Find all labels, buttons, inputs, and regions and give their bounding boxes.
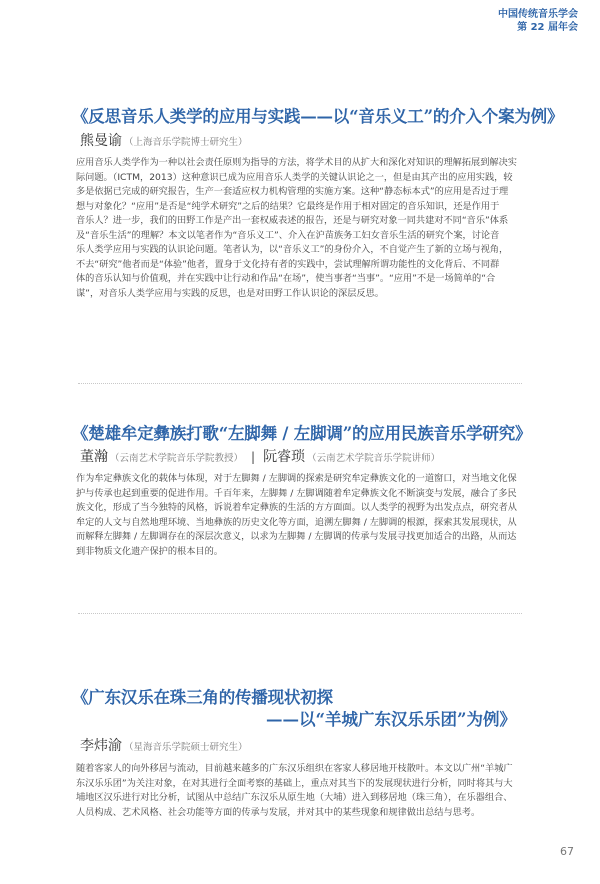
article-2-title: 《楚雄牟定彝族打歌“左脚舞 / 左脚调”的应用民族音乐学研究》 bbox=[72, 424, 532, 443]
author-affiliation: （云南艺术学院音乐学院教授） bbox=[110, 453, 244, 464]
article-1-author bbox=[80, 130, 248, 150]
author-affiliation: （上海音乐学院博士研究生） bbox=[124, 137, 248, 148]
author-name: 熊曼谕 bbox=[80, 133, 122, 149]
abstract-line: 而解释左脚舞 / 左脚调存在的深层次意义，以求为左脚舞 / 左脚调的传承与发展寻找更加适合的出路，从而达 bbox=[76, 531, 517, 542]
author-name: 李炜渝 bbox=[80, 738, 122, 754]
article-2-abstract bbox=[76, 472, 524, 559]
author-name: 阮睿琐 bbox=[263, 449, 306, 465]
conference-name: 中国传统音乐学会 bbox=[498, 9, 578, 20]
abstract-line: 族文化，形成了当今独特的风格，诉说着牟定彝族的生活的方方面面。以人类学的视野为出发点点，研究者从 bbox=[76, 502, 517, 513]
abstract-line: 乐人类学应用与实践的认识论问题。笔者认为，以“音乐义工”的身份介入，不自觉产生了新的立场与视角， bbox=[76, 244, 509, 255]
page-number: 67 bbox=[560, 845, 574, 858]
abstract-line: 体的音乐认知与价值观，并在实践中让行动和作品“在场”，使当事者“当事”。“应用”不是一场简单的“合 bbox=[76, 273, 496, 284]
section-divider bbox=[78, 383, 522, 384]
article-3-author bbox=[80, 735, 248, 755]
abstract-line: 护与传承也起到重要的促进作用。千百年来，左脚舞 / 左脚调随着牟定彝族文化不断演变与发展，融合了多民 bbox=[76, 487, 517, 499]
article-3-title: 《广东汉乐在珠三角的传播现状初探 bbox=[72, 688, 333, 707]
abstract-line: 人员构成、艺术风格、社会功能等方面的传承与发展，并对其中的某些现象和规律做出总结与思考。 bbox=[76, 806, 481, 818]
article-3-subtitle: ——以“羊城广东汉乐乐团”为例》 bbox=[266, 710, 516, 729]
author-separator: | bbox=[251, 450, 256, 464]
abstract-line: 埔地区汉乐进行对比分析，试图从中总结广东汉乐从原生地（大埔）进入到移居地（珠三角），在乐器组合、 bbox=[76, 792, 513, 803]
abstract-line: 想与对象化？“应用”是否是“纯学术研究”之后的结果？它最终是作用于相对固定的音乐知识，还是作用于 bbox=[76, 200, 500, 212]
conference-header bbox=[498, 8, 578, 34]
conference-session: 第 22 届年会 bbox=[517, 22, 578, 33]
abstract-line: 谋”，对音乐人类学应用与实践的反思，也是对田野工作认识论的深层反思。 bbox=[76, 287, 384, 299]
abstract-line: 及“音乐生活”的理解？本文以笔者作为“音乐义工”、介入在沪苗族务工妇女音乐生活的研究个案，讨论音 bbox=[76, 229, 500, 241]
abstract-line: 音乐人？进一步，我们的田野工作是产出一套权威表述的报告，还是与研究对象一同共建对不同“音乐”体系 bbox=[76, 215, 509, 226]
abstract-line: 应用音乐人类学作为一种以社会责任原则为指导的方法，将学术目的从扩大和深化对知识的理解拓展到解决实 bbox=[76, 157, 517, 168]
abstract-line: 随着客家人的向外移居与流动，目前越来越多的广东汉乐组织在客家人移居地开枝散叶。本文以广州“羊城广 bbox=[76, 763, 513, 774]
abstract-line: 作为牟定彝族文化的载体与体现，对于左脚舞 / 左脚调的探索是研究牟定彝族文化的一道窗口，对当地文化保 bbox=[76, 473, 517, 484]
article-2-authors bbox=[80, 446, 440, 466]
abstract-line: 际问题。（ICTM，2013）这种意识已成为应用音乐人类学的关键认识论之一，但是由其产出的应用实践，较 bbox=[76, 171, 513, 183]
section-divider bbox=[78, 613, 522, 614]
abstract-line: 到非物质文化遗产保护的根本目的。 bbox=[76, 545, 223, 557]
abstract-line: 牟定的人文与自然地理环境、当地彝族的历史文化等方面，追溯左脚舞 / 左脚调的根源，探索其发展现状，从 bbox=[76, 516, 517, 528]
abstract-line: 不去“研究”他者而是“体验”他者，置身于文化持有者的实践中，尝试理解所谓功能性的文化背后、不同群 bbox=[76, 258, 500, 270]
author-affiliation: （星海音乐学院硕士研究生） bbox=[124, 742, 248, 753]
author-affiliation: （云南艺术学院音乐学院讲师） bbox=[307, 453, 441, 464]
article-3-abstract bbox=[76, 762, 524, 820]
abstract-line: 多是依据已完成的研究报告，生产一套适应权力机构管理的实施方案。这种“静态标本式”的应用是否过于理 bbox=[76, 186, 509, 197]
author-name: 董瀚 bbox=[80, 449, 108, 465]
article-1-abstract bbox=[76, 156, 524, 301]
abstract-line: 东汉乐乐团”为关注对象，在对其进行全面考察的基础上，重点对其当下的发展现状进行分析，同时将其与大 bbox=[76, 777, 513, 789]
article-1-title: 《反思音乐人类学的应用与实践——以“音乐义工”的介入个案为例》 bbox=[72, 107, 564, 126]
